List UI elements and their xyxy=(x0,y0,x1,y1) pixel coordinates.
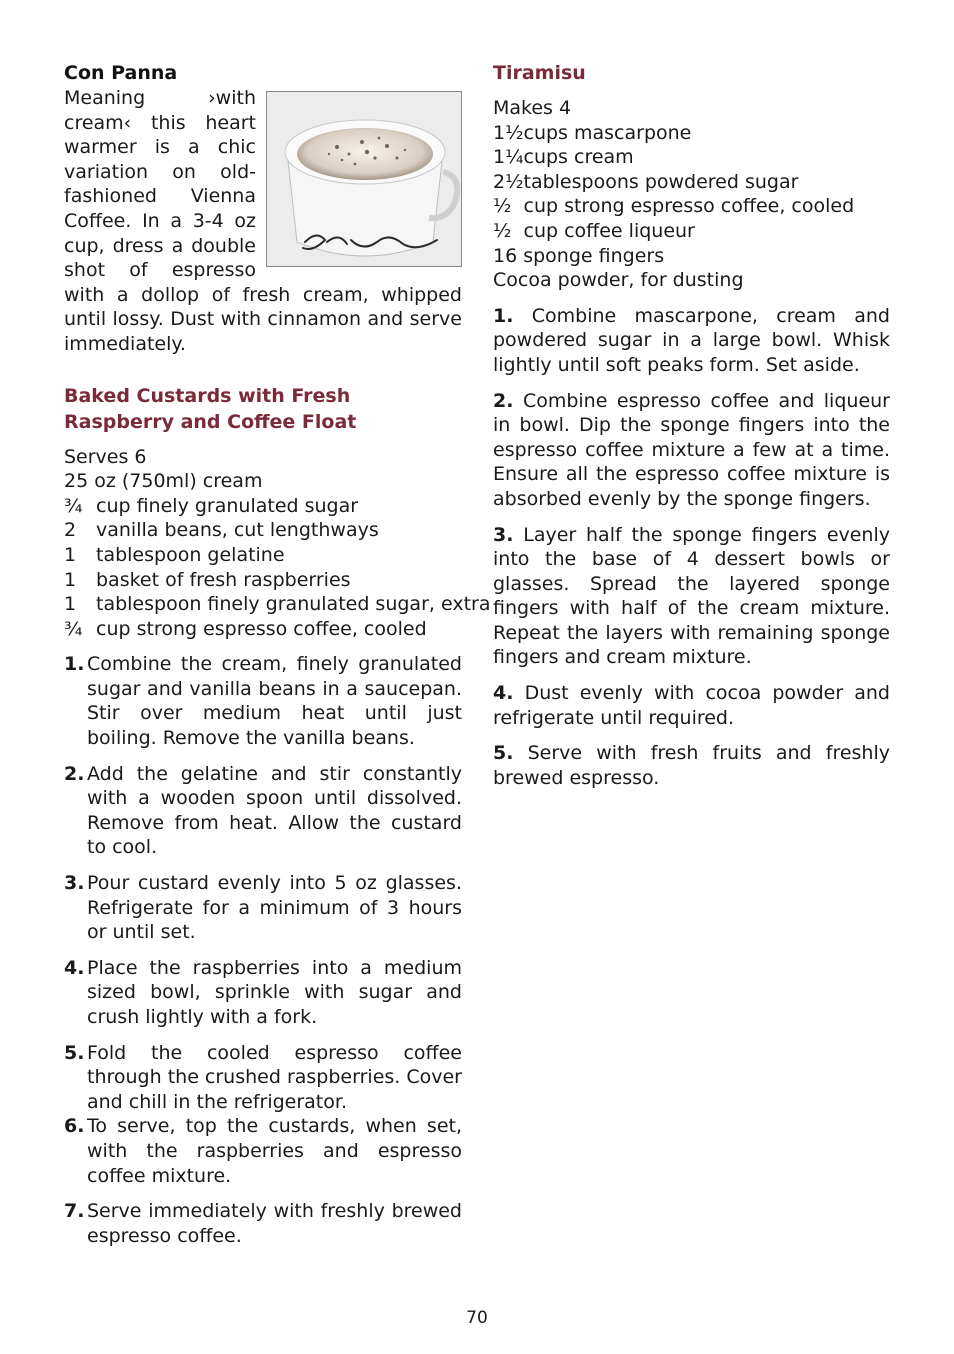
step-item: 3. Pour custard evenly into 5 oz glasses. Refrigerate for a minimum of 3 hours or until set. xyxy=(64,872,462,944)
ingredient-item: 1 tablespoon finely granulated sugar, extra xyxy=(64,593,491,616)
ingredient-item: ¾ cup finely granulated sugar xyxy=(64,494,359,517)
custards-first-ingredient: 25 oz (750ml) cream xyxy=(64,470,263,493)
tiramisu-ingredient: 2½tablespoons powdered sugar xyxy=(493,170,799,193)
ingredient-item: 1 tablespoon gelatine xyxy=(64,543,285,566)
tiramisu-ingredient: ½ cup coffee liqueur xyxy=(493,219,695,242)
step-item: 6. To serve, top the custards, when set, with the raspberries and espresso coffee mixture. xyxy=(64,1115,462,1187)
step-item: 7. Serve immediately with freshly brewed espresso coffee. xyxy=(64,1200,462,1247)
custards-serves: Serves 6 xyxy=(64,445,147,468)
step-item: 1. Combine mascarpone, cream and powdered sugar in a large bowl. Whisk lightly until soft peaks form. Set aside. xyxy=(493,304,890,376)
con-panna-title: Con Panna xyxy=(64,62,178,84)
custards-title-line2: Raspberry and Coffee Float xyxy=(64,410,357,433)
step-item: 2. Combine espresso coffee and liqueur in bowl. Dip the sponge fingers into the espresso coffee mixture a few at a time. Ensure all the espresso coffee mixture is absorbed evenly by the sponge fingers. xyxy=(493,389,890,510)
tiramisu-ingredient: 1¼cups cream xyxy=(493,146,634,169)
ingredient-item: ¾ cup strong espresso coffee, cooled xyxy=(64,617,427,640)
step-item: 5. Serve with fresh fruits and freshly brewed espresso. xyxy=(493,742,890,789)
custards-ingredients xyxy=(64,494,491,642)
coffee-cup-illustration xyxy=(267,92,462,267)
left-column xyxy=(64,60,491,1259)
step-item: 4. Dust evenly with cocoa powder and refrigerate until required. xyxy=(493,682,890,729)
tiramisu-title: Tiramisu xyxy=(493,62,586,84)
step-item: 2. Add the gelatine and stir constantly with a wooden spoon until dissolved. Remove from heat. Allow the custard to cool. xyxy=(64,762,462,859)
tiramisu-makes: Makes 4 xyxy=(493,97,572,119)
right-column xyxy=(493,60,890,801)
tiramisu-steps xyxy=(493,304,890,791)
step-item: 3. Layer half the sponge fingers evenly into the base of 4 dessert bowls or glasses. Spread the layered sponge fingers with half of the cream mixture. Repeat the layers with remaining sponge fingers and cream mixture. xyxy=(493,523,891,669)
ingredient-item: 2 vanilla beans, cut lengthways xyxy=(64,519,379,542)
con-panna-text: Meaning ›with cream‹ this heart warmer is a chic variation on old-fashioned Vienna Coffee. In a 3-4 oz cup, dress a double shot of espresso with a dollop of fresh cream, whipped until lossy. Dust with cinnamon and serve immediately. xyxy=(64,87,462,355)
tiramisu-ingredient: 16 sponge fingers xyxy=(493,244,665,267)
step-item: 5. Fold the cooled espresso coffee through the crushed raspberries. Cover and chill in the refrigerator. xyxy=(64,1041,462,1113)
step-item: 4. Place the raspberries into a medium sized bowl, sprinkle with sugar and crush lightly with a fork. xyxy=(64,956,462,1028)
tiramisu-ingredient: Cocoa powder, for dusting xyxy=(493,269,744,292)
tiramisu-ingredient: ½ cup strong espresso coffee, cooled xyxy=(493,195,855,218)
con-panna-photo xyxy=(266,91,462,267)
custards-steps xyxy=(64,652,462,1248)
page-number: 70 xyxy=(466,1308,488,1328)
tiramisu-ingredient: 1½cups mascarpone xyxy=(493,121,692,144)
ingredient-item: 1 basket of fresh raspberries xyxy=(64,568,351,591)
custards-title-line1: Baked Custards with Fresh xyxy=(64,384,351,407)
step-item: 1. Combine the cream, finely granulated sugar and vanilla beans in a saucepan. Stir over medium heat until just boiling. Remove the vanilla beans. xyxy=(64,653,462,750)
